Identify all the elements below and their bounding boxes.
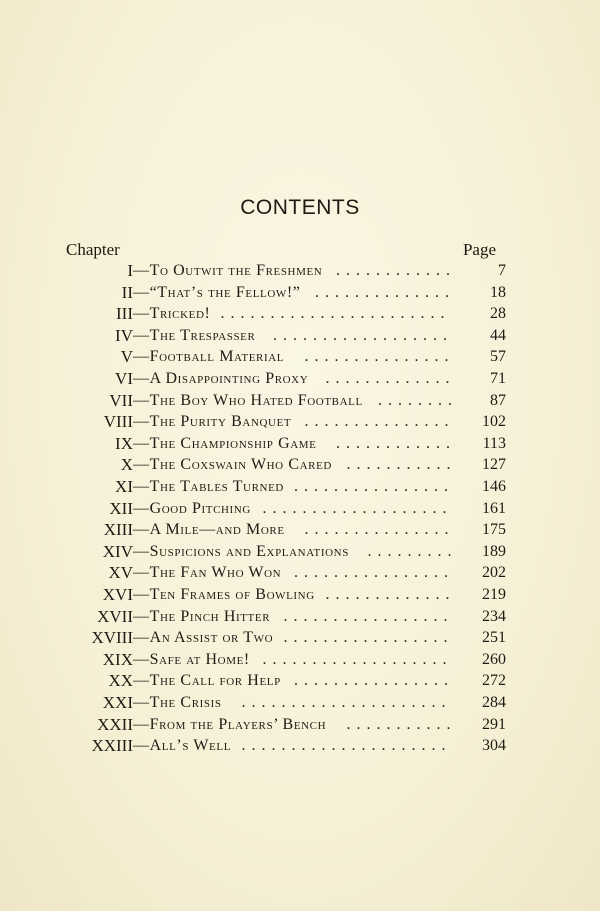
chapter-number: VI [115,369,133,388]
chapter-number: II [121,282,133,302]
dot-leader: ............ [336,262,456,279]
toc-entry [0,519,600,541]
page-number: 127 [482,456,506,474]
toc-entry [0,303,600,325]
toc-entry [0,562,600,584]
chapter-title: —A Disappointing Proxy [133,370,309,387]
page-number: 251 [482,629,506,647]
page-number: 202 [482,564,506,582]
dot-leader: ....................... [220,305,451,323]
chapter-number: XVI [102,585,133,604]
page-number: 57 [490,348,506,366]
chapter-title: —Ten Frames of Bowling [133,586,315,603]
chapter-title: —The Boy Who Hated Football [133,391,363,409]
dot-leader: .............. [315,283,455,301]
dot-leader: ................ [294,478,454,495]
toc-entry [0,325,600,347]
page-number: 291 [482,715,506,733]
chapter-title: —An Assist or Two [133,629,274,647]
chapter-number: VIII [103,412,133,432]
dot-leader: ................... [262,650,453,668]
dot-leader: ............... [304,413,455,431]
chapter-title: —The Pinch Hitter [133,607,271,625]
page-number: 18 [490,283,506,301]
page-number: 189 [482,542,506,560]
dot-leader: ..................... [241,737,452,755]
chapter-number: VII [109,390,133,410]
dot-leader: ............. [325,586,456,603]
chapter-title: —To Outwit the Freshmen [133,262,323,279]
chapter-title: —The Championship Game [133,434,317,452]
page-number: 284 [482,694,506,711]
chapter-title: —A Mile—and More [133,521,285,539]
chapter-number: XX [108,671,133,691]
toc-entry [0,433,600,455]
page-number: 272 [482,672,506,690]
toc-entry [0,346,600,368]
chapter-title: —The Tables Turned [133,478,284,495]
page-number: 71 [490,370,506,387]
chapter-title: —The Coxswain Who Cared [133,456,332,474]
dot-leader: ........ [378,391,458,409]
chapter-title: —From the Players’ Bench [133,715,327,733]
chapter-title: —The Trespasser [133,326,256,344]
toc-entry [0,541,600,563]
page-column-header: Page [462,240,496,259]
dot-leader: ............... [304,521,455,539]
chapter-number: III [116,304,133,324]
toc-entry [0,498,600,520]
toc-entry [0,735,600,757]
chapter-number: XVIII [91,628,133,648]
page-number: 44 [490,326,506,344]
page-number: 102 [482,413,506,431]
chapter-number: XXII [97,714,133,734]
chapter-title: —The Crisis [133,694,222,711]
chapter-number: XVII [97,606,133,626]
chapter-title: —The Purity Banquet [133,413,292,431]
chapter-column-header: Chapter [66,240,120,259]
page-number: 87 [490,391,506,409]
dot-leader: ............ [336,434,456,452]
chapter-number: X [120,455,133,475]
chapter-title: —Good Pitching [133,499,251,517]
chapter-title: —Football Material [133,348,285,366]
toc-entry [0,368,600,390]
chapter-number: XXIII [91,736,133,756]
dot-leader: ..................... [241,694,452,711]
toc-entry [0,627,600,649]
page-number: 146 [482,478,506,495]
toc-entry [0,692,600,714]
chapter-number: XIV [102,541,133,561]
dot-leader: ................ [294,672,454,690]
chapter-number: V [120,347,133,367]
dot-leader: ................... [262,499,453,517]
toc-entry [0,606,600,628]
dot-leader: ......... [367,542,458,560]
toc-entry [0,649,600,671]
toc-entry [0,260,600,282]
dot-leader: ................. [283,607,454,625]
chapter-number: XI [115,477,133,496]
page-number: 7 [498,262,506,279]
toc-entry [0,670,600,692]
page-number: 304 [482,737,506,755]
chapter-number: XII [109,498,133,518]
toc-entry [0,476,600,498]
page-title: CONTENTS [240,196,360,219]
page-number: 260 [482,650,506,668]
toc-entry [0,714,600,736]
chapter-number: I [127,261,133,280]
page-number: 175 [482,521,506,539]
toc-entry [0,390,600,412]
page-number: 234 [482,607,506,625]
chapter-number: XV [108,563,133,583]
page-number: 161 [482,499,506,517]
chapter-title: —“That’s the Fellow!” [133,283,301,301]
dot-leader: ............. [325,370,456,387]
dot-leader: ........... [346,456,457,474]
chapter-title: —The Call for Help [133,672,281,690]
dot-leader: ................ [294,564,454,582]
chapter-number: XXI [102,693,133,712]
chapter-title: —Suspicions and Explanations [133,542,349,560]
dot-leader: ................. [283,629,454,647]
chapter-title: —Safe at Home! [133,650,250,668]
page-number: 219 [482,586,506,603]
chapter-title: —Tricked! [133,305,211,323]
chapter-number: XIX [102,649,133,669]
chapter-number: IX [115,433,133,453]
chapter-number: IV [115,325,133,345]
dot-leader: ........... [346,715,457,733]
toc-entry [0,282,600,304]
toc-entry [0,411,600,433]
chapter-title: —The Fan Who Won [133,564,282,582]
page-number: 28 [490,305,506,323]
chapter-number: XIII [103,520,133,540]
chapter-title: —All’s Well [133,737,232,755]
dot-leader: ............... [304,348,455,366]
page-number: 113 [482,434,506,452]
toc-entry [0,454,600,476]
dot-leader: .................. [273,326,453,344]
toc-entry [0,584,600,606]
